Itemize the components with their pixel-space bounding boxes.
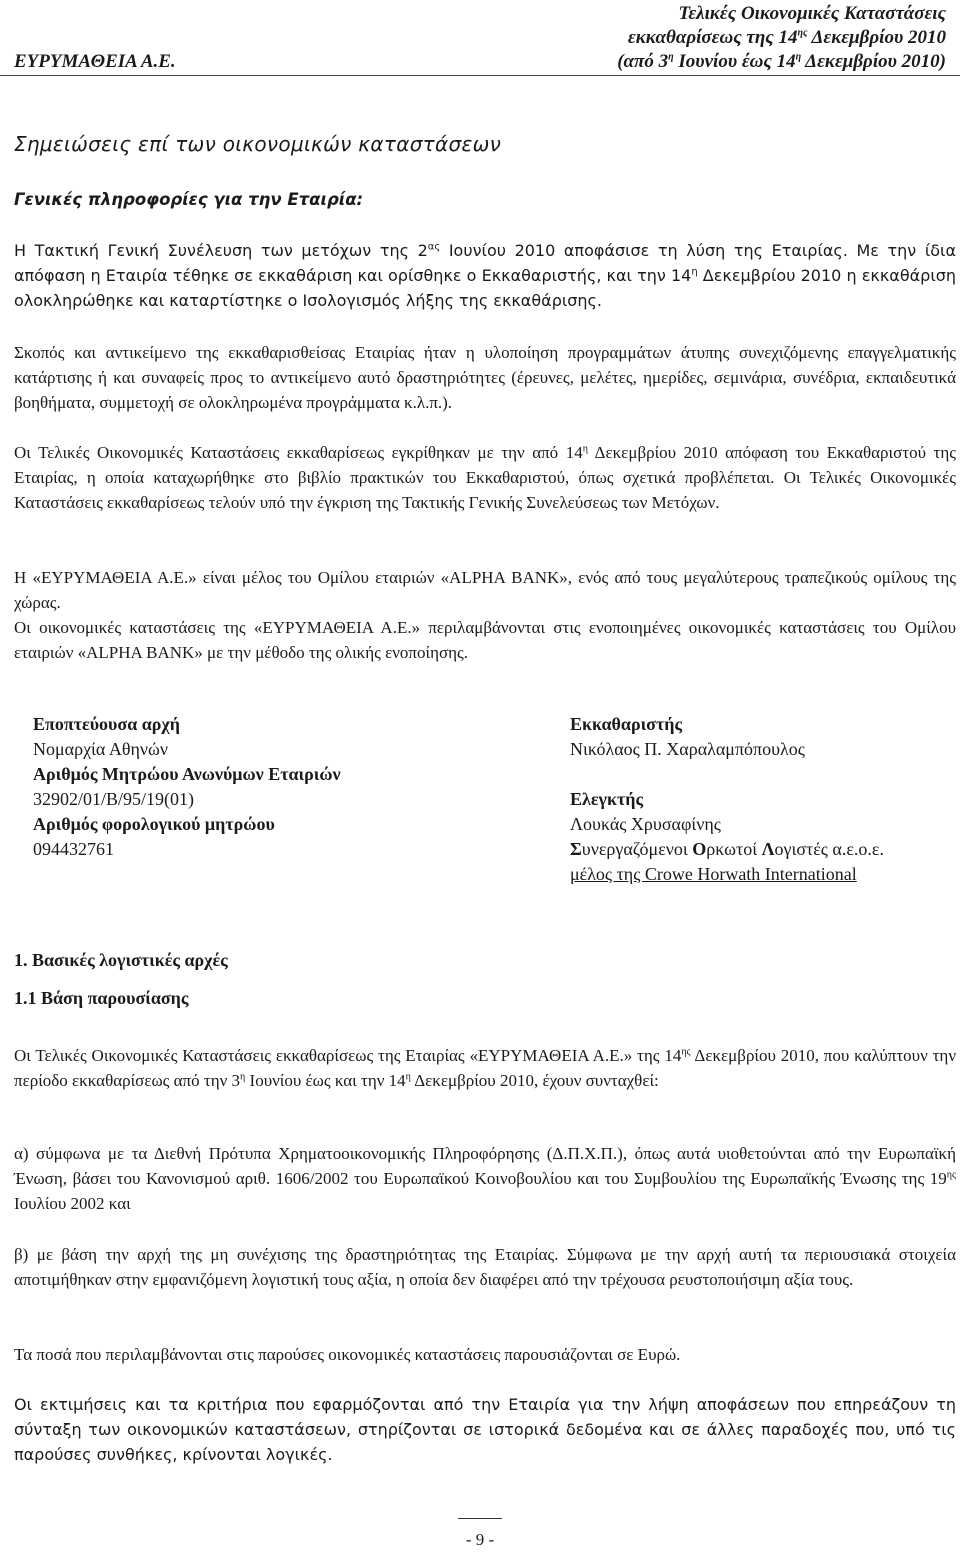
firm-s: Σ	[570, 839, 582, 859]
paragraph-estimates: Οι εκτιμήσεις και τα κριτήρια που εφαρμόζονται από την Εταιρία για την λήψη αποφάσεων που επηρεάζουν τη σύνταξη των οικονομικών καταστάσεων, στηρίζονται σε ιστορικά δεδομένα και σε άλλες παραδοχές που, υπό τις παρούσες συνθήκες, κρίνονται λογικές.	[14, 1395, 956, 1464]
liquidator-value: Νικόλαος Π. Χαραλαμπόπουλος	[570, 739, 805, 759]
p3-b: Δεκεμβρίου 2010 απόφαση του Εκκαθαριστού της Εταιρίας, η οποία καταχωρήθηκε στο βιβλίο πρακτικών του Εκκαθαριστού, όπως σχετικά προβλέπεται. Οι Τελικές Οικονομικές Καταστάσεις εκκαθαρίσεως τελούν υπό την έγκριση της Τακτικής Γενικής Συνελεύσεως των Μετόχων.	[14, 443, 956, 512]
p1-c: Δεκεμβρίου 2010 η εκκαθάριση ολοκληρώθηκε και καταρτίστηκε ο Ισολογισμός λήξης της εκκαθάρισης.	[14, 266, 957, 310]
period-mid: Ιουνίου έως 14	[673, 51, 796, 72]
p6-c: Ιουνίου έως και την 14	[245, 1071, 406, 1090]
p6-sup2: η	[240, 1071, 246, 1083]
p6-d: Δεκεμβρίου 2010, έχουν συνταχθεί:	[410, 1071, 659, 1090]
paragraph-currency: Τα ποσά που περιλαμβάνονται στις παρούσες οικονομικές καταστάσεις παρουσιάζονται σε Ευρώ.	[14, 1345, 681, 1364]
p1-a: Η Τακτική Γενική Συνέλευση των μετόχων της 2	[14, 241, 428, 260]
liquidator-auditor-info	[570, 712, 884, 887]
firm-l: Λ	[761, 839, 775, 859]
tax-number-value: 094432761	[33, 839, 114, 859]
firm-b: ρκωτοί	[706, 839, 762, 859]
p1-sup2: η	[691, 266, 698, 278]
p6-sup1: ης	[681, 1046, 691, 1058]
company-name: ΕΥΡΥΜΑΘΕΙΑ Α.Ε.	[14, 51, 176, 72]
registry-number-value: 32902/01/Β/95/19(01)	[33, 789, 194, 809]
p7-a: α) σύμφωνα με τα Διεθνή Πρότυπα Χρηματοοικονομικής Πληροφόρησης (Δ.Π.Χ.Π.), όπως αυτά υιοθετούνται από την Ευρωπαϊκή Ένωση, βάσει του Κανονισμού αριθ. 1606/2002 του Ευρωπαϊκού Κοινοβουλίου και του Συμβουλίου της Ευρωπαϊκής Ένωσης της 19	[14, 1144, 956, 1188]
paragraph-non-going-concern: β) με βάση την αρχή της μη συνέχισης της δραστηριότητας της Εταιρίας. Σύμφωνα με την αρχή αυτή τα περιουσιακά στοιχεία αποτιμήθηκαν στην εμφανιζόμενη λογιστική τους αξία, η οποία δεν διαφέρει από την τρέχουσα ρευστοποιήσιμη αξία τους.	[14, 1245, 956, 1289]
p7-b: Ιουλίου 2002 και	[14, 1194, 131, 1213]
auditor-label: Ελεγκτής	[570, 789, 644, 809]
p7-sup1: ης	[946, 1169, 956, 1181]
title-line2-tail: Δεκεμβρίου 2010	[807, 27, 946, 48]
column-spacer	[570, 762, 884, 787]
firm-c: ογιστές α.ε.ο.ε.	[774, 839, 884, 859]
auditor-value: Λουκάς Χρυσαφίνης	[570, 814, 721, 834]
notes-heading: Σημειώσεις επί των οικονομικών καταστάσεων	[14, 132, 502, 156]
audit-network-membership: μέλος της Crowe Horwath International	[570, 864, 857, 884]
header-divider	[0, 75, 960, 76]
period-end: Δεκεμβρίου 2010)	[801, 51, 946, 72]
company-registry-info	[33, 712, 341, 862]
title-line2-sup: ης	[797, 27, 808, 39]
section-accounting-principles: 1. Βασικές λογιστικές αρχές	[14, 950, 228, 970]
registry-number-label: Αριθμός Μητρώου Ανωνύμων Εταιριών	[33, 764, 341, 784]
p6-b: Δεκεμβρίου 2010, που καλύπτουν την περίοδο εκκαθαρίσεως από την 3	[14, 1046, 957, 1090]
tax-number-label: Αριθμός φορολογικού μητρώου	[33, 814, 275, 834]
firm-a: υνεργαζόμενοι	[581, 839, 693, 859]
report-title-line1: Τελικές Οικονομικές Καταστάσεις	[678, 3, 946, 24]
paragraph-prepared	[14, 1043, 956, 1093]
supervising-authority-value: Νομαρχία Αθηνών	[33, 739, 168, 759]
report-title-line2	[617, 26, 946, 50]
paragraph-approval	[14, 440, 956, 515]
p6-a: Οι Τελικές Οικονομικές Καταστάσεις εκκαθαρίσεως της Εταιρίας «ΕΥΡΥΜΑΘΕΙΑ Α.Ε.» της 14	[14, 1046, 682, 1065]
general-info-heading: Γενικές πληροφορίες για την Εταιρία:	[14, 190, 364, 209]
period-sup2: η	[795, 51, 802, 63]
report-title	[617, 2, 946, 74]
supervising-authority-label: Εποπτεύουσα αρχή	[33, 714, 180, 734]
period-start: (από 3	[617, 51, 669, 72]
title-line2-text: εκκαθαρίσεως της 14	[627, 27, 798, 48]
firm-o: Ο	[692, 839, 707, 859]
p3-sup1: η	[582, 443, 588, 455]
report-period	[617, 50, 946, 74]
period-sup1: η	[668, 51, 674, 63]
liquidator-label: Εκκαθαριστής	[570, 714, 683, 734]
section-basis-of-presentation: 1.1 Βάση παρουσίασης	[14, 988, 189, 1008]
p3-a: Οι Τελικές Οικονομικές Καταστάσεις εκκαθαρίσεως εγκρίθηκαν με την από 14	[14, 443, 583, 462]
p1-b: Ιουνίου 2010 αποφάσισε τη λύση της Εταιρίας. Με την ίδια απόφαση η Εταιρία τέθηκε σε εκκαθάριση και ορίσθηκε ο Εκκαθαριστής, και την 14	[14, 241, 956, 285]
p6-sup3: η	[405, 1071, 411, 1083]
paragraph-consolidation: Οι οικονομικές καταστάσεις της «ΕΥΡΥΜΑΘΕΙΑ Α.Ε.» περιλαμβάνονται στις ενοποιημένες οικονομικές καταστάσεις του Ομίλου εταιριών «ALPHA BANK» με την μέθοδο της ολικής ενοποίησης.	[14, 618, 956, 662]
paragraph-dissolution	[14, 238, 956, 313]
paragraph-ifrs	[14, 1141, 956, 1216]
paragraph-purpose: Σκοπός και αντικείμενο της εκκαθαρισθείσας Εταιρίας ήταν η υλοποίηση προγραμμάτων άτυπης συνεχιζόμενης επαγγελματικής κατάρτισης ή και συναφείς προς το αντικείμενο αυτό δραστηριότητες (έρευνες, μελέτες, ημερίδες, σεμινάρια, συνέδρια, εκπαιδευτικά βοηθήματα, συμμετοχή σε ολοκληρωμένα προγράμματα κ.λ.π.).	[14, 343, 956, 412]
page-number: - 9 -	[465, 1530, 495, 1549]
footer-divider	[458, 1518, 502, 1519]
paragraph-group-membership: Η «ΕΥΡΥΜΑΘΕΙΑ Α.Ε.» είναι μέλος του Ομίλου εταιριών «ALPHA BANK», ενός από τους μεγαλύτερους τραπεζικούς ομίλους της χώρας.	[14, 568, 956, 612]
audit-firm	[570, 837, 884, 862]
p1-sup1: ας	[427, 241, 441, 253]
